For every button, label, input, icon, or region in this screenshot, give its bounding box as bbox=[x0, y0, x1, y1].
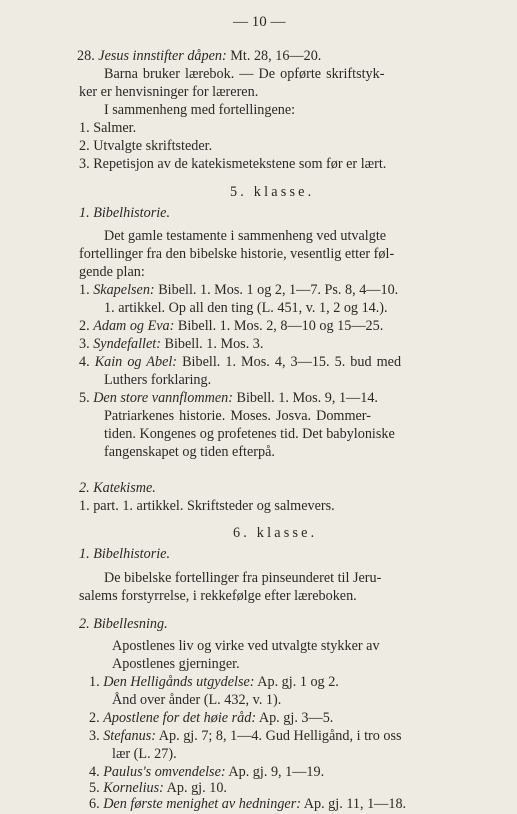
list-item: 6. Den første menighet av hedninger: Ap. gj. 11, 1—18. bbox=[89, 796, 407, 812]
subsection-heading: 1. Bibelhistorie. bbox=[79, 546, 171, 562]
list-item-continuation: lær (L. 27). bbox=[112, 746, 177, 762]
class-heading-6: 6. klasse. bbox=[233, 525, 318, 541]
paragraph-line: fortellinger fra den bibelske historie, vesentlig etter føl- bbox=[79, 246, 395, 262]
subsection-heading: 1. Bibelhistorie. bbox=[79, 205, 171, 221]
section-28-heading bbox=[77, 48, 321, 66]
list-item-continuation: Luthers forklaring. bbox=[104, 372, 212, 388]
list-item: 5. Den store vannflommen: Bibell. 1. Mos. 9, 1—14. bbox=[79, 390, 378, 406]
list-item: 1. Skapelsen: Bibell. 1. Mos. 1 og 2, 1—7. Ps. 8, 4—10. bbox=[79, 282, 399, 298]
list-item: 1. Den Helligånds utgydelse: Ap. gj. 1 og 2. bbox=[89, 674, 339, 690]
paragraph-line: De bibelske fortellinger fra pinseunderet til Jeru- bbox=[104, 570, 382, 586]
paragraph-line: Apostlenes liv og virke ved utvalgte stykker av bbox=[112, 638, 380, 654]
page-number: — 10 — bbox=[233, 14, 286, 30]
list-item: 4. Kain og Abel: Bibell. 1. Mos. 4, 3—15. 5. bud med bbox=[79, 354, 402, 370]
paragraph-line: ker er henvisninger for læreren. bbox=[79, 84, 259, 100]
section-number: 28. bbox=[77, 48, 95, 64]
paragraph-line: Barna bruker lærebok. — De opførte skriftstyk- bbox=[104, 66, 385, 82]
paragraph-line: tiden. Kongenes og profetenes tid. Det babyloniske bbox=[104, 426, 395, 442]
paragraph-line: gende plan: bbox=[79, 264, 145, 280]
paragraph-line: Det gamle testamente i sammenheng ved utvalgte bbox=[104, 228, 387, 244]
list-item: 3. Syndefallet: Bibell. 1. Mos. 3. bbox=[79, 336, 264, 352]
paragraph-line: fangenskapet og tiden efterpå. bbox=[104, 444, 275, 460]
list-item: 2. Apostlene for det høie råd: Ap. gj. 3—5. bbox=[89, 710, 334, 726]
paragraph-line: Patriarkenes historie. Moses. Josva. Dommer- bbox=[104, 408, 371, 424]
list-item: 4. Paulus's omvendelse: Ap. gj. 9, 1—19. bbox=[89, 764, 325, 780]
list-item: 5. Kornelius: Ap. gj. 10. bbox=[89, 780, 227, 796]
list-item: 2. Utvalgte skriftsteder. bbox=[79, 138, 213, 154]
section-reference: Mt. 28, 16—20. bbox=[230, 48, 322, 64]
list-item: 3. Repetisjon av de katekismetekstene som før er lært. bbox=[79, 156, 387, 172]
class-heading-5: 5. klasse. bbox=[230, 184, 315, 200]
subsection-heading: 2. Katekisme. bbox=[79, 480, 156, 496]
list-item-continuation: 1. artikkel. Op all den ting (L. 451, v. 1, 2 og 14.). bbox=[104, 300, 388, 316]
list-item: 3. Stefanus: Ap. gj. 7; 8, 1—4. Gud Helligånd, i tro oss bbox=[89, 728, 402, 744]
paragraph-line: 1. part. 1. artikkel. Skriftsteder og salmevers. bbox=[79, 498, 335, 514]
subsection-heading: 2. Bibellesning. bbox=[79, 616, 168, 632]
section-title: Jesus innstifter dåpen: bbox=[98, 48, 227, 64]
paragraph-line: salems forstyrrelse, i rekkefølge efter læreboken. bbox=[79, 588, 357, 604]
list-item: 1. Salmer. bbox=[79, 120, 137, 136]
paragraph-line: Apostlenes gjerninger. bbox=[112, 656, 240, 672]
list-item-continuation: Ånd over ånder (L. 432, v. 1). bbox=[112, 692, 282, 708]
list-item: 2. Adam og Eva: Bibell. 1. Mos. 2, 8—10 og 15—25. bbox=[79, 318, 384, 334]
paragraph-line: I sammenheng med fortellingene: bbox=[104, 102, 296, 118]
